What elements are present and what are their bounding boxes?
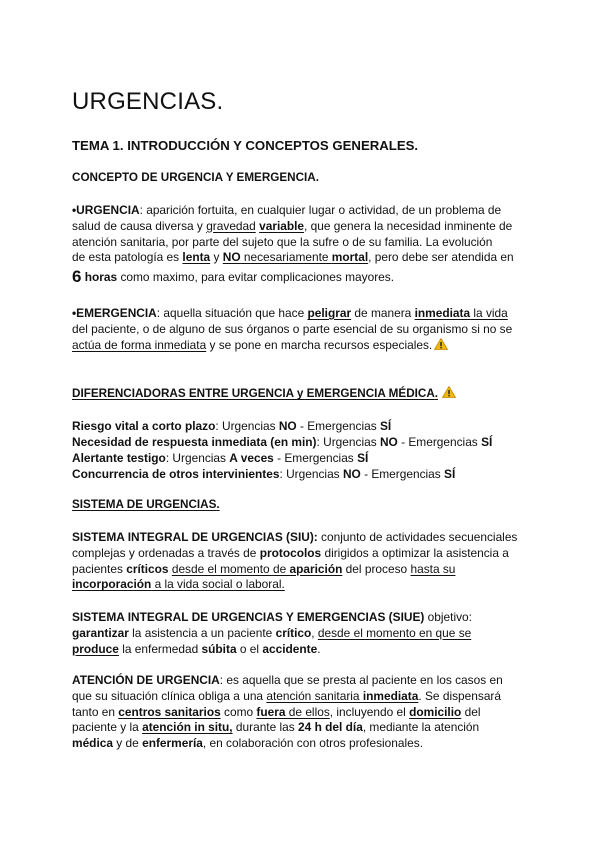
in-situ-text: atención in situ,: [142, 720, 233, 735]
text: que su situación clínica obliga a una: [72, 688, 267, 703]
urgencia-value: NO: [342, 467, 361, 481]
text: durante las: [232, 720, 299, 735]
text: y se pone en marcha recursos especiales.: [206, 337, 433, 352]
text: , que genera la necesidad inminente de: [304, 218, 513, 233]
accidente-text: accidente: [262, 641, 318, 656]
siu-line-2: [72, 546, 532, 562]
six-hours-number: 6: [72, 267, 82, 287]
sistema-heading: [72, 498, 220, 511]
de-ellos-text: de ellos: [285, 704, 330, 719]
lenta-text: lenta: [182, 250, 211, 265]
text: .: [434, 387, 439, 400]
list-item: [72, 434, 492, 450]
produce-text: produce: [72, 641, 119, 656]
criticos-text: críticos: [126, 561, 169, 576]
text: pacientes: [72, 561, 127, 576]
text: ,: [311, 625, 318, 640]
text: : Urgencias: [165, 451, 230, 465]
text: .: [216, 498, 220, 511]
text: : aparición fortuita, en cualquier lugar o actividad, de un problema de: [139, 203, 502, 217]
text: de esta patología es: [72, 250, 183, 265]
urgencia-term: •URGENCIA: [72, 203, 140, 217]
urgencia-line-1: [72, 203, 532, 219]
text: , incluyendo el: [329, 704, 410, 719]
necesariamente-text: necesariamente: [240, 250, 332, 265]
no-text: NO: [222, 250, 241, 265]
emergencia-term: •EMERGENCIA: [72, 306, 157, 320]
text: como: [220, 704, 257, 719]
urgencia-value: NO: [379, 435, 398, 449]
siue-line-3: [72, 642, 532, 658]
subita-text: súbita: [201, 641, 237, 656]
list-item: [72, 418, 492, 434]
criterion-label: Alertante testigo: [72, 451, 166, 465]
text: dirigidos a optimizar la asistencia a: [321, 545, 509, 560]
atencion-paragraph: [72, 673, 532, 752]
document-title: URGENCIAS.: [72, 88, 224, 115]
fuera-text: fuera: [256, 704, 286, 719]
gravedad-text: gravedad: [206, 218, 256, 233]
text: y de: [112, 736, 143, 751]
atencion-line-5: [72, 736, 532, 752]
atencion-line-3: [72, 705, 532, 721]
text: objetivo:: [424, 610, 472, 624]
text: tanto en: [72, 704, 119, 719]
tema-heading: TEMA 1. INTRODUCCIÓN Y CONCEPTOS GENERALES.: [72, 138, 419, 153]
text: del: [461, 704, 481, 719]
vida-social-text: a la vida social o laboral.: [151, 577, 285, 592]
text: .: [317, 641, 321, 656]
atencion-sanitaria-text: atención sanitaria: [266, 688, 363, 703]
text: : es aquella que se presta al paciente en los casos en: [219, 673, 503, 687]
criterion-label: Concurrencia de otros intervinientes: [72, 467, 280, 481]
mortal-text: mortal: [331, 250, 369, 265]
siue-line-2: [72, 626, 532, 642]
urgencia-value: NO: [278, 419, 297, 433]
criterion-label: Riesgo vital a corto plazo: [72, 419, 216, 433]
text: y: [210, 250, 223, 265]
la-vida-text: la vida: [470, 306, 508, 320]
text: . Se dispensará: [418, 688, 501, 703]
text: como maximo, para evitar complicaciones mayores.: [117, 270, 395, 285]
text: o el: [236, 641, 263, 656]
emergencia-value: SÍ: [481, 435, 493, 449]
emergencia-line-2: del paciente, o de alguno de sus órganos o parte esencial de su organismo si no se: [72, 321, 513, 336]
text: , mediante la atención: [362, 720, 480, 735]
siu-line-4: [72, 577, 532, 593]
siu-term: SISTEMA INTEGRAL DE URGENCIAS (SIU):: [72, 530, 318, 544]
text: paciente y la: [72, 720, 143, 735]
text: : aquella situación que hace: [156, 306, 308, 320]
medica-text: médica: [72, 736, 113, 751]
actua-text: actúa de forma inmediata: [72, 337, 207, 352]
domicilio-text: domicilio: [409, 704, 462, 719]
text: de manera: [351, 306, 415, 320]
text: salud de causa diversa y: [72, 218, 207, 233]
atencion-line-1: [72, 673, 532, 689]
inmediata-text: inmediata: [414, 306, 471, 320]
siue-term: SISTEMA INTEGRAL DE URGENCIAS Y EMERGENCIAS (SIUE): [72, 610, 425, 624]
siu-line-3: [72, 562, 532, 578]
emergencia-value: SÍ: [379, 419, 392, 433]
inmediata-text: inmediata: [362, 688, 419, 703]
siue-line-1: [72, 610, 532, 626]
text: conjunto de actividades secuenciales: [317, 530, 518, 544]
24h-text: 24 h del día: [298, 720, 363, 735]
siu-line-1: [72, 530, 532, 546]
criterion-label: Necesidad de respuesta inmediata (en min): [72, 435, 317, 449]
list-item: [72, 450, 492, 466]
desde-momento-text: desde el momento en que se: [317, 625, 472, 640]
incorporacion-text: incorporación: [72, 577, 152, 592]
siu-paragraph: [72, 530, 532, 593]
text: del proceso: [342, 561, 411, 576]
warning-icon: [442, 386, 456, 398]
list-item: [72, 466, 492, 482]
diferenciadoras-heading-text: DIFERENCIADORAS ENTRE URGENCIA y EMERGENCIA MÉDICA: [72, 387, 435, 400]
urgencia-line-5: [72, 266, 532, 291]
protocolos-text: protocolos: [259, 545, 322, 560]
text: , en colaboración con otros profesionales.: [202, 736, 424, 751]
concepto-heading: CONCEPTO DE URGENCIA Y EMERGENCIA.: [72, 171, 319, 184]
text: - Emergencias: [397, 435, 482, 449]
text: : Urgencias: [279, 467, 343, 481]
text: : Urgencias: [215, 419, 279, 433]
text: - Emergencias: [360, 467, 445, 481]
diferenciadoras-list: [72, 418, 492, 482]
atencion-line-2: [72, 689, 532, 705]
text: : Urgencias: [316, 435, 380, 449]
critico-text: crítico: [275, 625, 312, 640]
hasta-text: hasta su: [410, 561, 456, 576]
urgencia-line-2: [72, 219, 532, 235]
horas-text: horas: [81, 270, 118, 285]
desde-text: desde el momento de: [171, 561, 290, 576]
emergencia-line-3: [72, 338, 532, 354]
emergencia-value: SÍ: [357, 451, 369, 465]
text: , pero debe ser atendida en: [368, 250, 514, 265]
siue-paragraph: [72, 610, 532, 657]
atencion-term: ATENCIÓN DE URGENCIA: [72, 673, 220, 687]
emergencia-paragraph: [72, 306, 532, 353]
variable-text: variable: [259, 218, 305, 233]
warning-icon: [434, 338, 448, 350]
emergencia-value: SÍ: [444, 467, 456, 481]
urgencia-line-4: [72, 250, 532, 266]
text: - Emergencias: [273, 451, 358, 465]
diferenciadoras-heading: [72, 386, 456, 400]
centros-text: centros sanitarios: [118, 704, 221, 719]
text: la enfermedad: [118, 641, 202, 656]
enfermeria-text: enfermería: [142, 736, 203, 751]
urgencia-paragraph: [72, 203, 532, 291]
peligrar-text: peligrar: [307, 306, 352, 320]
urgencia-value: A veces: [229, 451, 274, 465]
text: - Emergencias: [296, 419, 380, 433]
emergencia-line-1: [72, 306, 532, 322]
aparicion-text: aparición: [289, 561, 343, 576]
urgencia-line-3: atención sanitaria, por parte del sujeto que la sufre o de su familia. La evolución: [72, 234, 493, 249]
text: complejas y ordenadas a través de: [72, 545, 260, 560]
sistema-heading-text: SISTEMA DE URGENCIAS: [72, 498, 217, 511]
atencion-line-4: [72, 720, 532, 736]
garantizar-text: garantizar: [72, 625, 129, 640]
text: la asistencia a un paciente: [128, 625, 276, 640]
